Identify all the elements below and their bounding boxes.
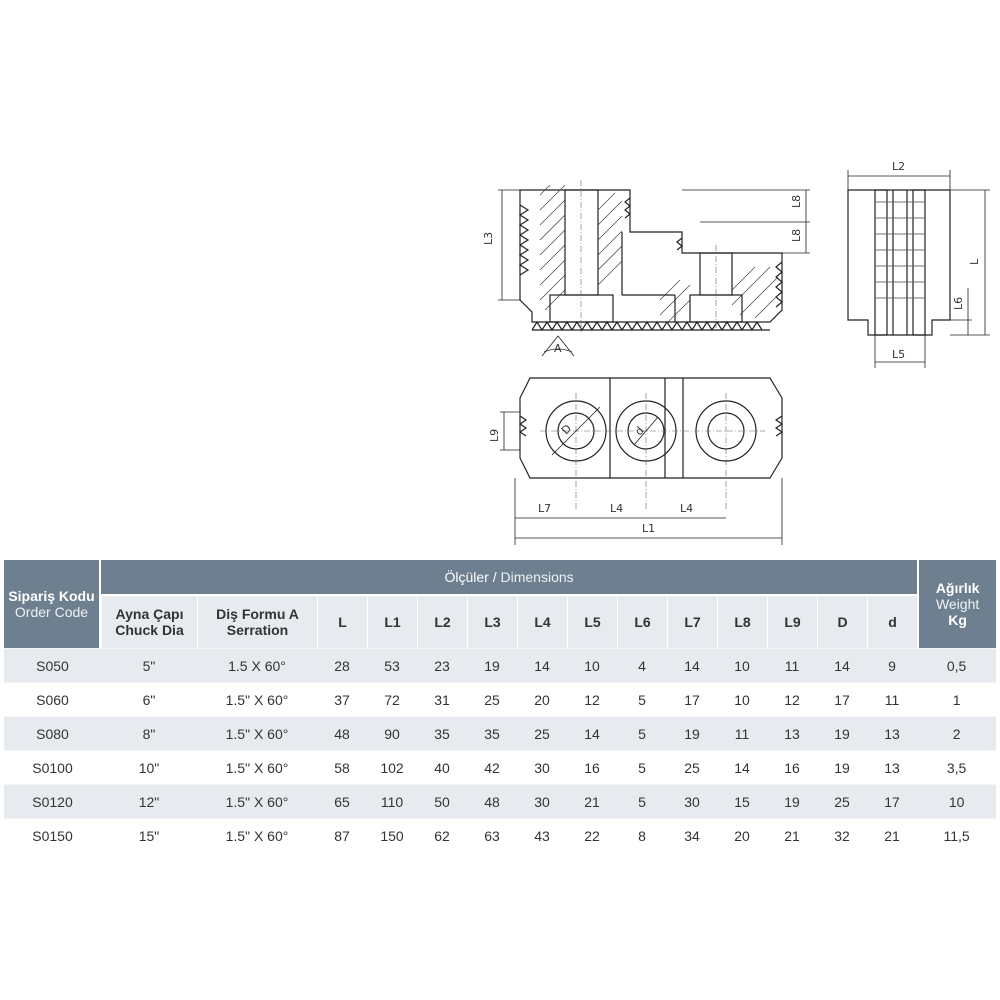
header-dimensions-sep: / [488, 569, 501, 585]
header-col-L1: L1 [367, 594, 417, 648]
cell-d: 21 [867, 818, 917, 852]
cell-L9: 12 [767, 682, 817, 716]
table-row [4, 818, 996, 852]
cell-L6: 8 [617, 818, 667, 852]
label-d: d [632, 424, 647, 438]
header-col-L9: L9 [767, 594, 817, 648]
cell-L: 87 [317, 818, 367, 852]
cell-L9: 16 [767, 750, 817, 784]
cell-weight: 1 [917, 682, 996, 716]
cell-code: S050 [4, 648, 101, 682]
cell-D: 32 [817, 818, 867, 852]
cell-d: 17 [867, 784, 917, 818]
header-chuck-tr: Ayna Çapı [115, 606, 184, 622]
cell-L2: 23 [417, 648, 467, 682]
header-col-L8: L8 [717, 594, 767, 648]
header-serration-tr: Diş Formu A [216, 606, 299, 622]
cell-chuck: 10" [101, 750, 197, 784]
header-dimensions [101, 560, 917, 594]
header-col-d: d [867, 594, 917, 648]
cell-L: 58 [317, 750, 367, 784]
table-row [4, 682, 996, 716]
cell-L2: 40 [417, 750, 467, 784]
label-L4-second: L4 [680, 502, 694, 515]
cell-L4: 20 [517, 682, 567, 716]
label-L2: L2 [892, 160, 906, 173]
cell-serration: 1.5" X 60° [197, 784, 317, 818]
header-chuck-en: Chuck Dia [115, 622, 184, 638]
cell-L8: 20 [717, 818, 767, 852]
cell-L3: 42 [467, 750, 517, 784]
cell-L1: 53 [367, 648, 417, 682]
cell-L4: 25 [517, 716, 567, 750]
cell-L3: 63 [467, 818, 517, 852]
header-col-L: L [317, 594, 367, 648]
label-A: A [554, 342, 562, 355]
table-row [4, 716, 996, 750]
header-dimensions-tr: Ölçüler [444, 569, 489, 585]
cell-L1: 90 [367, 716, 417, 750]
cell-code: S0100 [4, 750, 101, 784]
header-col-L6: L6 [617, 594, 667, 648]
cell-L9: 13 [767, 716, 817, 750]
cell-L6: 4 [617, 648, 667, 682]
cell-L1: 72 [367, 682, 417, 716]
cell-L9: 19 [767, 784, 817, 818]
cell-code: S060 [4, 682, 101, 716]
label-L4-first: L4 [610, 502, 624, 515]
cell-L5: 10 [567, 648, 617, 682]
cell-L7: 14 [667, 648, 717, 682]
label-L8-lower: L8 [790, 228, 803, 242]
header-order-code-tr: Sipariş Kodu [8, 588, 95, 604]
cell-L1: 102 [367, 750, 417, 784]
cell-L6: 5 [617, 716, 667, 750]
cell-weight: 3,5 [917, 750, 996, 784]
table-row [4, 784, 996, 818]
label-L9: L9 [488, 428, 501, 442]
cell-L5: 21 [567, 784, 617, 818]
cell-d: 9 [867, 648, 917, 682]
side-section-view [482, 180, 810, 356]
header-dimensions-en: Dimensions [500, 569, 574, 585]
cell-L2: 62 [417, 818, 467, 852]
header-order-code-en: Order Code [14, 604, 89, 620]
specification-table [4, 560, 996, 852]
cell-weight: 10 [917, 784, 996, 818]
cell-L6: 5 [617, 682, 667, 716]
cell-L9: 21 [767, 818, 817, 852]
cell-L: 28 [317, 648, 367, 682]
header-col-L4: L4 [517, 594, 567, 648]
label-D: D [558, 421, 575, 438]
cell-L3: 25 [467, 682, 517, 716]
cell-L8: 15 [717, 784, 767, 818]
cell-L4: 30 [517, 750, 567, 784]
header-order-code [4, 560, 101, 648]
cell-L7: 25 [667, 750, 717, 784]
cell-serration: 1.5" X 60° [197, 818, 317, 852]
cell-serration: 1.5 X 60° [197, 648, 317, 682]
cell-L4: 30 [517, 784, 567, 818]
header-chuck-dia [101, 594, 197, 648]
cell-L5: 12 [567, 682, 617, 716]
cell-L9: 11 [767, 648, 817, 682]
header-weight [917, 560, 996, 648]
cell-chuck: 15" [101, 818, 197, 852]
label-L5: L5 [892, 348, 906, 361]
cell-d: 13 [867, 716, 917, 750]
cell-L3: 48 [467, 784, 517, 818]
cell-weight: 0,5 [917, 648, 996, 682]
technical-drawings [470, 150, 1000, 550]
header-weight-en: Weight [935, 596, 980, 612]
cell-L8: 11 [717, 716, 767, 750]
cell-d: 13 [867, 750, 917, 784]
cell-L1: 150 [367, 818, 417, 852]
header-weight-tr: Ağırlık [935, 580, 980, 596]
table-row [4, 750, 996, 784]
cell-L7: 34 [667, 818, 717, 852]
header-col-L7: L7 [667, 594, 717, 648]
cell-L2: 35 [417, 716, 467, 750]
cell-serration: 1.5" X 60° [197, 682, 317, 716]
cell-code: S0120 [4, 784, 101, 818]
cell-code: S0150 [4, 818, 101, 852]
cell-weight: 2 [917, 716, 996, 750]
header-col-L3: L3 [467, 594, 517, 648]
label-L8-upper: L8 [790, 194, 803, 208]
cell-L2: 31 [417, 682, 467, 716]
cell-chuck: 6" [101, 682, 197, 716]
label-L1: L1 [642, 522, 656, 535]
cell-D: 25 [817, 784, 867, 818]
cell-L3: 35 [467, 716, 517, 750]
cell-L4: 43 [517, 818, 567, 852]
cell-serration: 1.5" X 60° [197, 750, 317, 784]
table-row [4, 648, 996, 682]
label-L: L [968, 258, 981, 265]
cell-L6: 5 [617, 750, 667, 784]
cell-D: 19 [817, 750, 867, 784]
cell-L8: 10 [717, 682, 767, 716]
cell-chuck: 12" [101, 784, 197, 818]
cell-L8: 10 [717, 648, 767, 682]
cell-L5: 22 [567, 818, 617, 852]
cell-L: 37 [317, 682, 367, 716]
cell-L7: 17 [667, 682, 717, 716]
cell-L4: 14 [517, 648, 567, 682]
cell-L: 65 [317, 784, 367, 818]
cell-L2: 50 [417, 784, 467, 818]
cell-weight: 11,5 [917, 818, 996, 852]
header-weight-unit: Kg [948, 612, 967, 628]
cell-chuck: 5" [101, 648, 197, 682]
cell-chuck: 8" [101, 716, 197, 750]
cell-L7: 19 [667, 716, 717, 750]
label-L7: L7 [538, 502, 552, 515]
label-L6: L6 [952, 296, 965, 310]
header-col-D: D [817, 594, 867, 648]
header-serration [197, 594, 317, 648]
cell-d: 11 [867, 682, 917, 716]
cell-D: 14 [817, 648, 867, 682]
cell-L3: 19 [467, 648, 517, 682]
header-col-L5: L5 [567, 594, 617, 648]
cell-L5: 16 [567, 750, 617, 784]
end-view [848, 160, 990, 368]
cell-L: 48 [317, 716, 367, 750]
cell-code: S080 [4, 716, 101, 750]
cell-serration: 1.5" X 60° [197, 716, 317, 750]
cell-L8: 14 [717, 750, 767, 784]
header-serration-en: Serration [226, 622, 289, 638]
label-L3: L3 [482, 231, 495, 245]
top-view [488, 378, 782, 545]
header-col-L2: L2 [417, 594, 467, 648]
cell-L1: 110 [367, 784, 417, 818]
cell-L5: 14 [567, 716, 617, 750]
cell-L7: 30 [667, 784, 717, 818]
cell-D: 19 [817, 716, 867, 750]
cell-D: 17 [817, 682, 867, 716]
cell-L6: 5 [617, 784, 667, 818]
